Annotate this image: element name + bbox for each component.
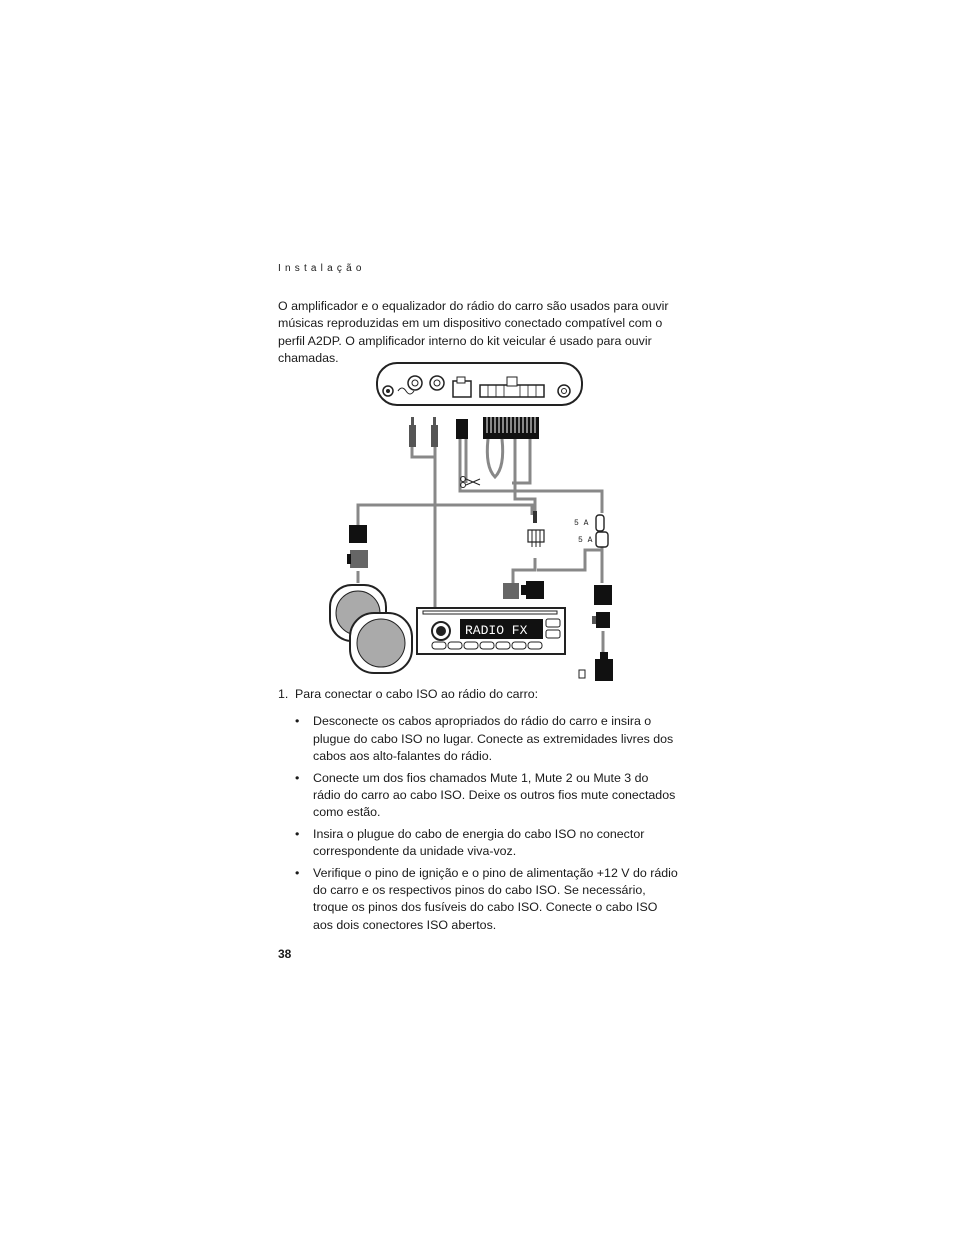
bullet-item bbox=[278, 865, 678, 935]
cables bbox=[358, 439, 602, 610]
radio-iso-plugs bbox=[503, 581, 544, 599]
radio-display-text: RADIO FX bbox=[465, 623, 528, 638]
fuse-label-1: 5 A bbox=[574, 519, 589, 528]
audio-plugs bbox=[409, 417, 438, 447]
iso-connector bbox=[483, 417, 539, 439]
installation-diagram bbox=[320, 355, 640, 690]
iso-cable-wiring-illustration bbox=[320, 355, 640, 690]
page-number: 38 bbox=[278, 947, 292, 961]
bullet-icon: • bbox=[295, 714, 300, 729]
power-connector bbox=[456, 419, 468, 439]
bullet-item bbox=[278, 770, 678, 822]
car-radio bbox=[417, 608, 565, 654]
bullet-item bbox=[278, 713, 678, 765]
step-1-bullets bbox=[278, 713, 678, 934]
mute-wire-plug bbox=[528, 511, 544, 547]
step-text: Para conectar o cabo ISO ao rádio do carro: bbox=[295, 687, 539, 701]
scissors-icon bbox=[461, 477, 481, 488]
bullet-text: Insira o plugue do cabo de energia do cabo ISO no conector correspondente da unidade viva-voz. bbox=[313, 826, 645, 859]
hands-free-unit bbox=[377, 363, 582, 405]
speaker-connector-left bbox=[347, 525, 368, 568]
section-title: Instalação bbox=[278, 263, 366, 274]
bullet-icon: • bbox=[295, 826, 300, 841]
step-1 bbox=[278, 686, 678, 703]
bullet-text: Verifique o pino de ignição e o pino de alimentação +12 V do rádio do carro e os respectivos pinos do cabo ISO. Se necessário, troque os pinos dos fusíveis do cabo ISO. Conecte o cabo ISO aos dois conectores ISO abertos. bbox=[313, 865, 678, 932]
step-number: 1. bbox=[278, 687, 289, 701]
intro-paragraph: O amplificador e o equalizador do rádio do carro são usados para ouvir músicas reproduzidas em um dispositivo conectado compatível com o perfil A2DP. O amplificador interno do kit veicular é usado para ouvir chamadas. bbox=[278, 299, 669, 366]
bullet-item bbox=[278, 826, 678, 861]
fuses bbox=[574, 515, 608, 547]
bullet-text: Desconecte os cabos apropriados do rádio do carro e insira o plugue do cabo ISO no lugar. Conecte as extremidades livres dos cabos aos alto-falantes do rádio. bbox=[313, 714, 674, 764]
speakers bbox=[330, 585, 412, 673]
bullet-icon: • bbox=[295, 865, 300, 880]
bullet-text: Conecte um dos fios chamados Mute 1, Mute 2 ou Mute 3 do rádio do carro ao cabo ISO. Deixe os outros fios mute conectados como estão. bbox=[313, 770, 676, 820]
bullet-icon: • bbox=[295, 770, 300, 785]
fuse-label-2: 5 A bbox=[578, 536, 593, 545]
car-iso-plugs bbox=[579, 585, 613, 681]
steps-list bbox=[278, 686, 678, 938]
